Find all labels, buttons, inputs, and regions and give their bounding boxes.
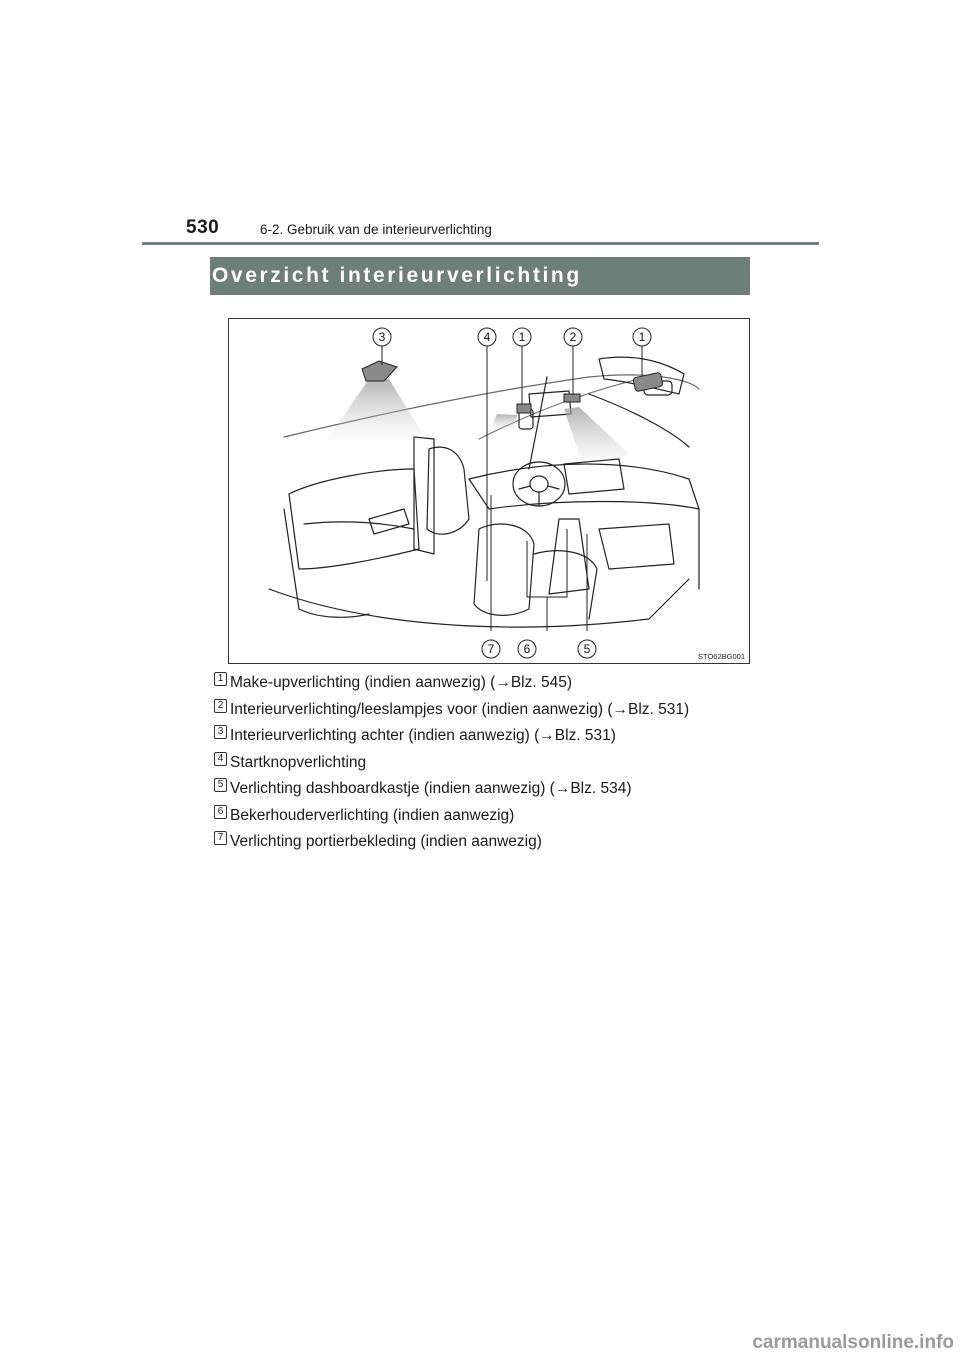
legend-text: Bekerhouderverlichting (indien aanwezig) [230, 806, 515, 824]
watermark: carmanualsonline.info [752, 1332, 954, 1353]
legend-text: Startknopverlichting [230, 753, 367, 771]
legend-text: Verlichting dashboardkastje (indien aanwezig) (→Blz. 534) [230, 780, 632, 797]
legend-item [214, 724, 774, 751]
legend-text: Make-upverlichting (indien aanwezig) (→Blz. 545) [230, 674, 573, 691]
callout-label: 5 [583, 642, 591, 656]
callout-label: 1 [638, 330, 646, 344]
legend-item [214, 671, 774, 698]
legend-text: Verlichting portierbekleding (indien aanwezig) [230, 833, 542, 850]
legend-number: 5 [214, 778, 227, 792]
legend-item [214, 698, 774, 725]
legend-text: Interieurverlichting achter (indien aanwezig) (→Blz. 531) [230, 727, 616, 744]
callout-label: 2 [569, 330, 577, 344]
legend-item [214, 777, 774, 804]
car-interior-illustration [229, 319, 749, 663]
legend-item [214, 830, 774, 857]
callout-label: 3 [378, 330, 386, 344]
figure-code: STO62BG001 [698, 652, 745, 661]
legend-item [214, 751, 774, 778]
callout-label: 4 [483, 330, 491, 344]
legend-number: 3 [214, 725, 227, 739]
callout-label: 7 [487, 642, 495, 656]
interior-lighting-figure [228, 318, 750, 664]
legend-list [214, 671, 774, 857]
legend-number: 2 [214, 699, 227, 713]
section-header: 6-2. Gebruik van de interieurverlichting [260, 222, 492, 237]
callout-label: 1 [518, 330, 526, 344]
legend-text: Interieurverlichting/leeslampjes voor (indien aanwezig) (→Blz. 531) [230, 700, 690, 718]
page-number: 530 [186, 217, 220, 238]
page-title: Overzicht interieurverlichting [212, 264, 582, 287]
legend-number: 6 [214, 805, 227, 819]
legend-number: 7 [214, 831, 227, 845]
legend-number: 4 [214, 752, 227, 766]
legend-number: 1 [214, 672, 227, 686]
legend-item [214, 804, 774, 831]
callout-label: 6 [523, 642, 531, 656]
header-divider [142, 242, 819, 245]
